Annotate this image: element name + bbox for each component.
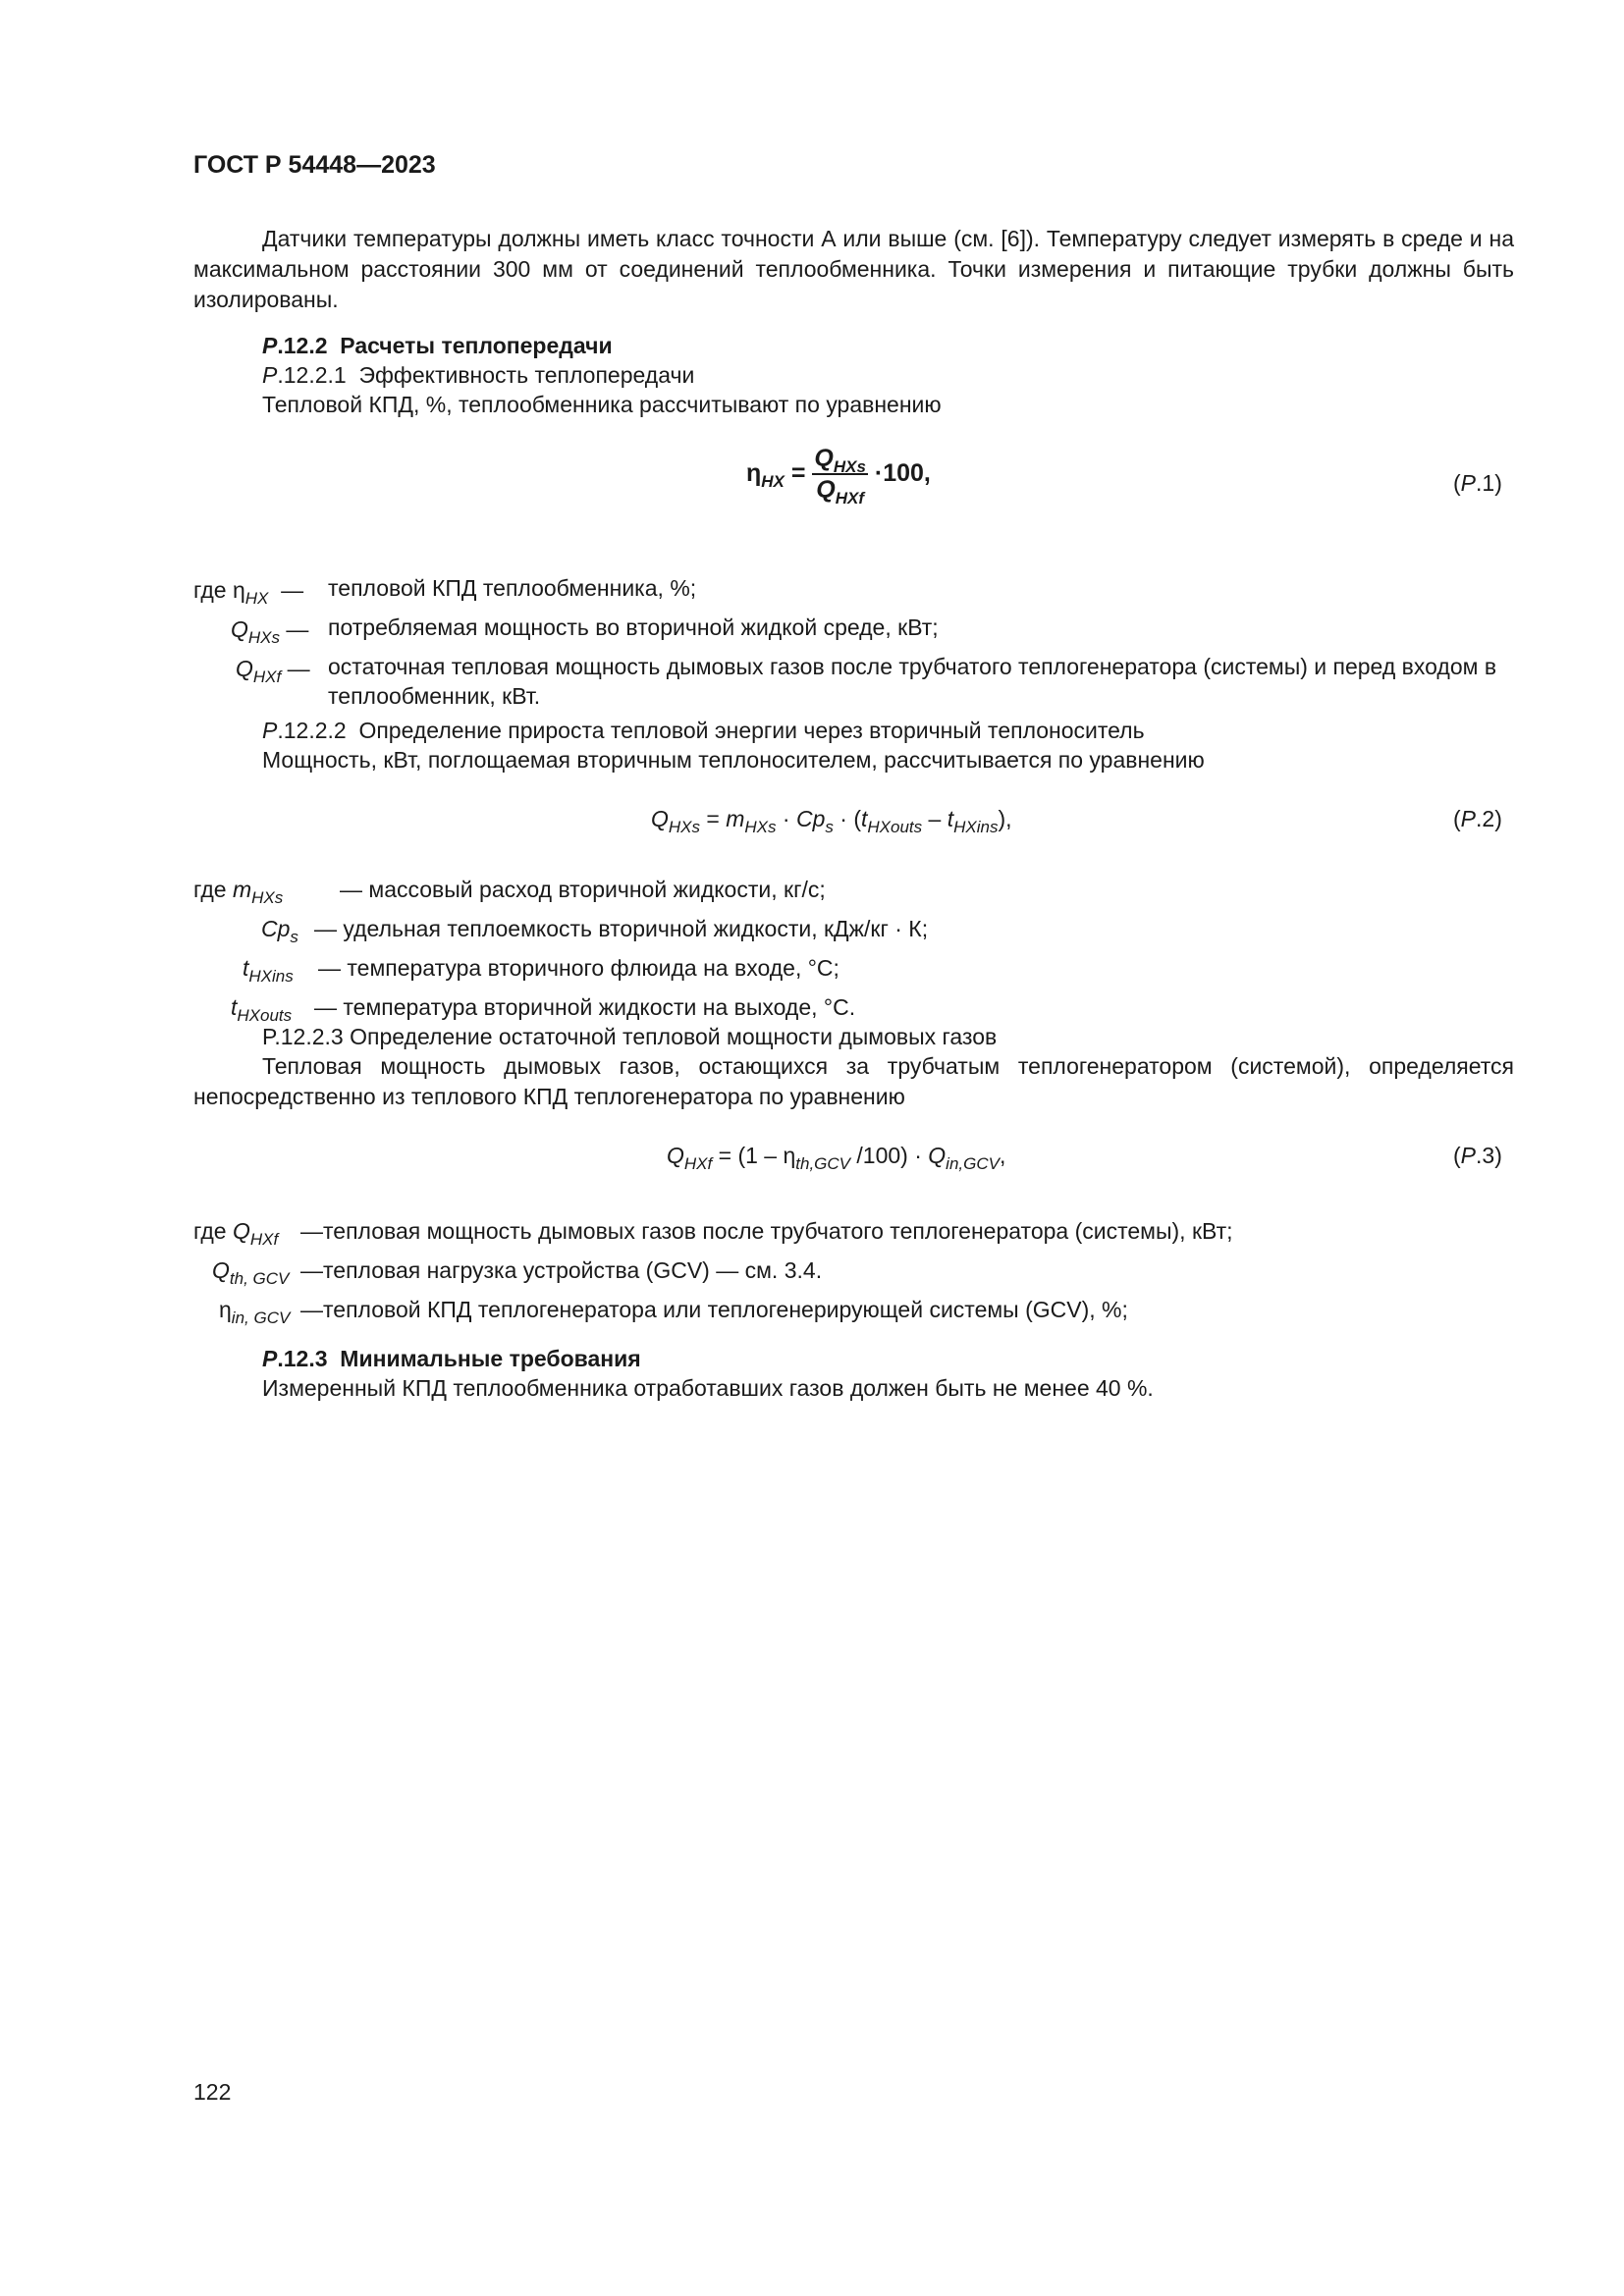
- where2-text-3: — температура вторичного флюида на входе, °С;: [318, 955, 839, 981]
- where2-text-1: — массовый расход вторичной жидкости, кг/с;: [340, 877, 826, 902]
- section-12-2-1-text: Тепловой КПД, %, теплообменника рассчитывают по уравнению: [262, 392, 942, 417]
- section-12-3-text: Измеренный КПД теплообменника отработавших газов должен быть не менее 40 %.: [262, 1375, 1154, 1401]
- where1-sym-1: где $\eta_{HX}$ —: [193, 577, 304, 608]
- section-12-2-3-title: P.12.2.3 Определение остаточной тепловой мощности дымовых газов: [262, 1024, 998, 1049]
- where2-sym-1: где $m_{HXs}$: [193, 877, 284, 907]
- section-12-2-2-title: P.12.2.2 Определение прироста тепловой энергии через вторичный теплоноситель: [262, 718, 1145, 743]
- page-number: 122: [193, 2079, 232, 2105]
- where2-sym-2: $Cp_s$: [261, 916, 298, 946]
- intro-paragraph: Датчики температуры должны иметь класс точности А или выше (см. [6]). Температуру следует измерять в среде и на максимальном расстоянии 300 мм от соединений теплообменника. Точки измерения и питающие трубки должны быть изолированы.: [193, 226, 1514, 312]
- section-12-2-2-text: Мощность, кВт, поглощаемая вторичным теплоносителем, рассчитывается по уравнению: [262, 747, 1205, 773]
- section-12-2-1-title: P.12.2.1 Эффективность теплопередачи: [262, 362, 695, 388]
- where2-text-2: — удельная теплоемкость вторичной жидкости, кДж/кг · К;: [314, 916, 929, 941]
- where1-text-1: тепловой КПД теплообменника, %;: [328, 575, 697, 601]
- equation-p1-fraction: $\frac{Q_{HXs}}{Q_{HXf}}$: [814, 445, 866, 507]
- where3-text-3: —тепловой КПД теплогенератора или теплогенерирующей системы (GCV), %;: [300, 1297, 1128, 1322]
- where1-text-3: остаточная тепловая мощность дымовых газов после трубчатого теплогенератора (системы) и перед входом в теплообменник, кВт.: [328, 654, 1497, 709]
- where1-sym-3: $Q_{HXf}$ —: [236, 656, 310, 686]
- section-12-2-title: P.12.2 Расчеты теплопередачи: [262, 333, 613, 358]
- where3-text-1: —тепловая мощность дымовых газов после трубчатого теплогенератора (системы), кВт;: [300, 1218, 1233, 1244]
- equation-p1: $\eta_{HX}$ = $\frac{Q_{HXs}}{Q_{HXf}}$ ·100,: [746, 445, 931, 507]
- section-12-2-3-text: Тепловая мощность дымовых газов, остающихся за трубчатым теплогенератором (системой), определяется непосредственно из теплового КПД теплогенератора по уравнению: [193, 1053, 1514, 1109]
- where1-text-2: потребляемая мощность во вторичной жидкой среде, кВт;: [328, 614, 939, 640]
- document-header: ГОСТ Р 54448—2023: [193, 151, 436, 179]
- equation-p2-label: (P.2): [1453, 806, 1502, 831]
- equation-p2: $Q_{HXs} = m_{HXs} \cdot Cp_s \cdot (t_{HXouts} - t_{HXins})$,: [651, 806, 1012, 836]
- where3-sym-2: $Q_{th, GCV}$: [212, 1257, 290, 1288]
- where2-sym-4: $t_{HXouts}$: [231, 994, 293, 1025]
- where2-sym-3: $t_{HXins}$: [243, 955, 294, 986]
- section-12-3-title: P.12.3 Минимальные требования: [262, 1346, 641, 1371]
- equation-p3: $Q_{HXf} = (1 - \eta_{th,GCV}$ $/100) \cdot Q_{in,GCV}$,: [667, 1143, 1006, 1173]
- where3-text-2: —тепловая нагрузка устройства (GCV) — см. 3.4.: [300, 1257, 823, 1283]
- where3-sym-1: где $Q_{HXf}$: [193, 1218, 279, 1249]
- where2-text-4: — температура вторичной жидкости на выходе, °С.: [314, 994, 856, 1020]
- equation-p3-label: (P.3): [1453, 1143, 1502, 1168]
- where1-sym-2: $Q_{HXs}$ —: [231, 616, 309, 647]
- where3-sym-3: $\eta_{in, GCV}$: [219, 1297, 291, 1327]
- equation-p1-label: (P.1): [1453, 470, 1502, 496]
